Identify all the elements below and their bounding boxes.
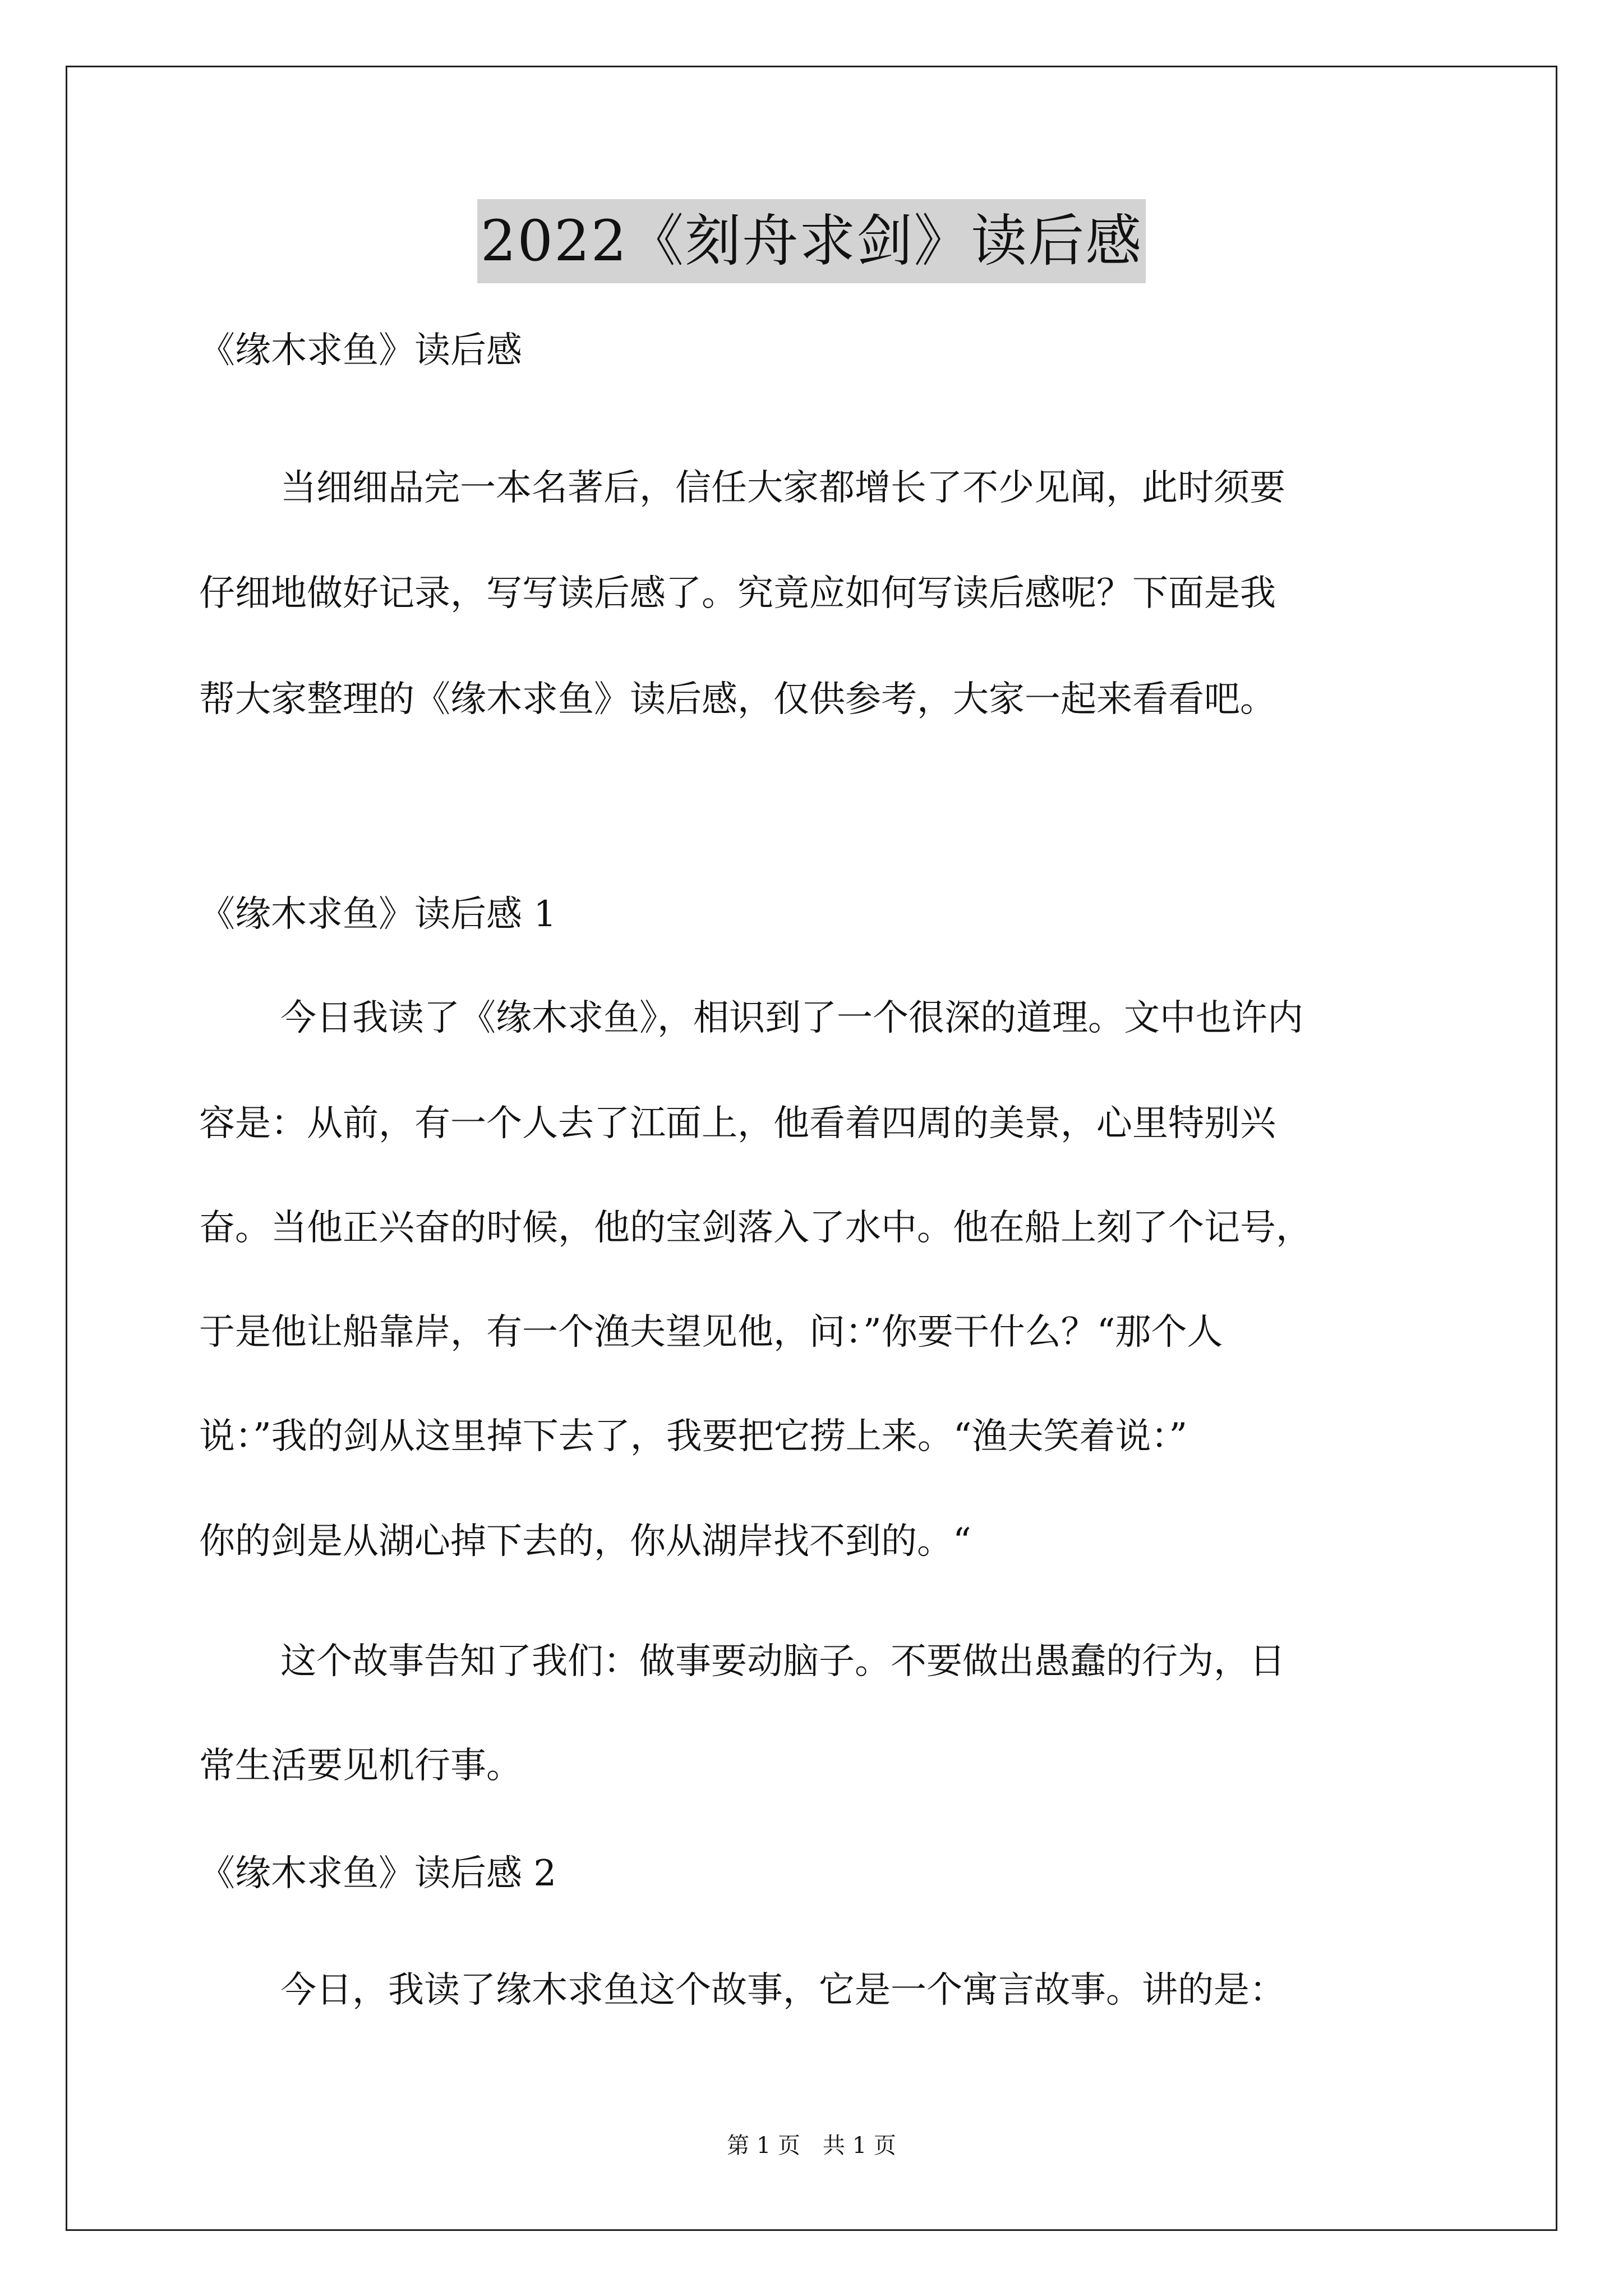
paragraph-line: 仔细地做好记录，写写读后感了。究竟应如何写读后感呢？下面是我 xyxy=(199,573,1276,614)
page-footer: 第 1 页 共 1 页 xyxy=(727,2133,896,2159)
paragraph-line: 常生活要见机行事。 xyxy=(199,1745,522,1787)
paragraph-line: 于是他让船靠岸，有一个渔夫望见他，问：”你要干什么？“那个人 xyxy=(199,1312,1223,1353)
paragraph-line: 说：”我的剑从这里掉下去了，我要把它捞上来。“渔夫笑着说：” xyxy=(199,1416,1188,1457)
document-title: 2022《刻舟求剑》读后感 xyxy=(477,199,1146,283)
paragraph-line: 奋。当他正兴奋的时候，他的宝剑落入了水中。他在船上刻了个记号， xyxy=(199,1207,1312,1249)
paragraph-line: 帮大家整理的《缘木求鱼》读后感，仅供参考，大家一起来看看吧。 xyxy=(199,679,1276,720)
paragraph-line: 今日我读了《缘木求鱼》，相识到了一个很深的道理。文中也许内 xyxy=(280,997,1303,1039)
paragraph-line: 这个故事告知了我们：做事要动脑子。不要做出愚蠢的行为，日 xyxy=(280,1641,1285,1682)
section-heading-1: 《缘木求鱼》读后感 1 xyxy=(199,894,557,935)
paragraph-line: 你的剑是从湖心掉下去的，你从湖岸找不到的。“ xyxy=(199,1521,971,1562)
paragraph-line: 容是：从前，有一个人去了江面上，他看着四周的美景，心里特别兴 xyxy=(199,1103,1276,1144)
subtitle-line: 《缘木求鱼》读后感 xyxy=(199,330,522,371)
paragraph-line: 当细细品完一本名著后，信任大家都增长了不少见闻，此时须要 xyxy=(280,467,1285,509)
title-container xyxy=(0,199,1623,283)
paragraph-line: 今日，我读了缘木求鱼这个故事，它是一个寓言故事。讲的是： xyxy=(280,1970,1285,2011)
section-heading-2: 《缘木求鱼》读后感 2 xyxy=(199,1853,557,1894)
